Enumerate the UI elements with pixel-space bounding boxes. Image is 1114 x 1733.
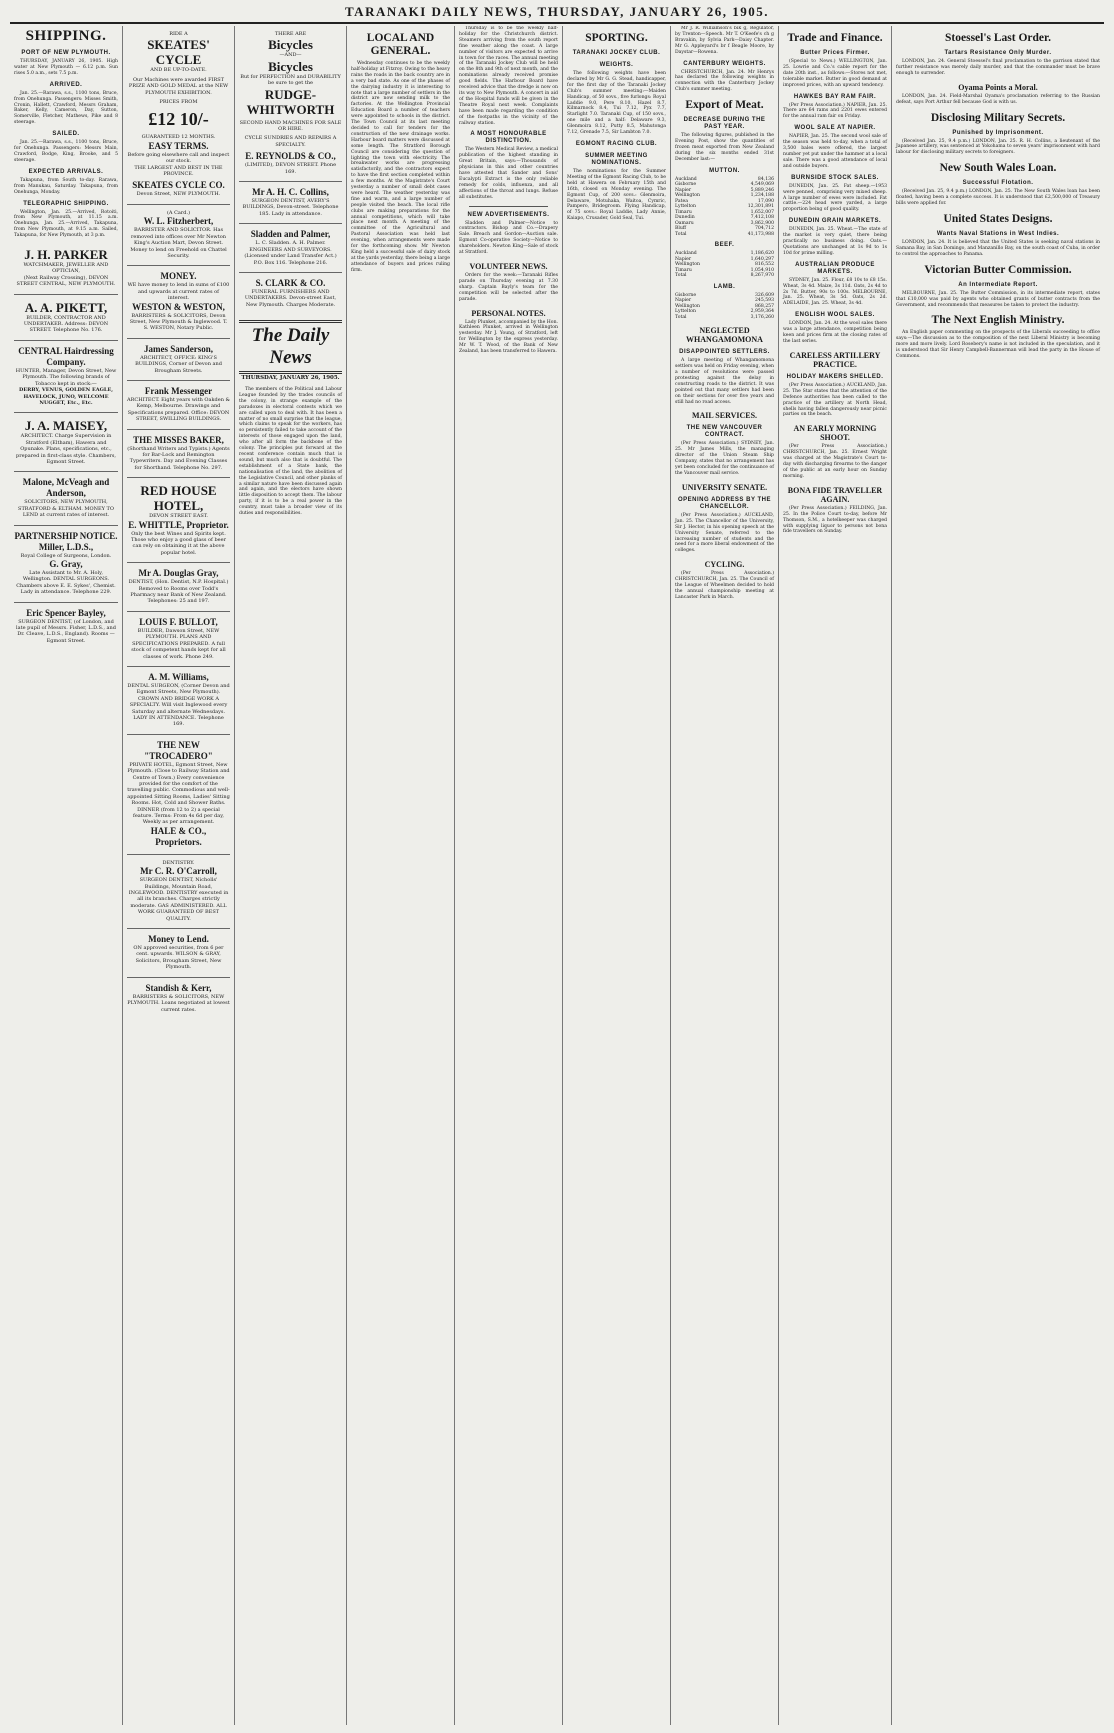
central-ad (14, 341, 118, 413)
standish-ad (127, 978, 230, 1019)
editorial-text: The members of the Political and Labour League founded by the trades councils of the colony, in strange example of the paradoxes in electoral contests which we are called upon to deal with. It has been a matter of no small surprise that the league, which claims to speak for the workers, has so persistently failed to take account of the interests of those engaged upon the land, who after all form the backbone of the colony. The principles put forward at the recent conference contain much that is sound, but much also that is doubtful. The establishment of a State bank, the nationalisation of the land, the abolition of the Legislative Council, and other planks of a similar nature have been discussed again and again, and the electors have shown little disposition to accept them. The labour party, if it is to be a real power in the country, must take a broader view of its duties and responsibilities. (239, 387, 342, 517)
volunteer-title: VOLUNTEER NEWS. (469, 262, 548, 271)
value-cell: 17,090 (757, 198, 774, 204)
hotel-name: RED HOUSE HOTEL, (140, 483, 217, 514)
value-cell: 704,712 (755, 226, 774, 232)
military-text: (Received Jan. 25, 9.4 p.m.) LONDON, Jan. 25. R. H. Collins, a lieutenant of the Japanese artillery, was sentenced at Yokohama to seven years' imprisonment with hard labour for disclosing military secrets to foreigners. (896, 138, 1100, 156)
careless-text: (Per Press Association.) AUCKLAND, Jan. 25. The Star states that the attention of the Defence authorities has been called to the practice of the artillery at North Head, shells having fallen dangerously near picnic parties on the beach. (783, 382, 887, 418)
williams-ad (127, 667, 230, 735)
collins-text: SURGEON DENTIST, AVERY'S BUILDINGS, Devon-street. Telephone 185. Lady in attendance. (242, 198, 339, 217)
sanderson-name: James Sanderson, (143, 343, 213, 354)
before-text: Before going elsewhere call and inspect our stock. (127, 151, 230, 165)
butter-title: Butter Prices Firmer. (800, 50, 870, 56)
value-cell: 3,862,900 (750, 220, 774, 226)
douglas-gray-ad (127, 563, 230, 612)
partnership-title: PARTNERSHIP NOTICE. (14, 530, 118, 541)
column-trade (778, 26, 891, 1725)
egmont-sub: SUMMER MEETING NOMINATIONS. (585, 152, 648, 166)
sanderson-ad (127, 339, 230, 381)
pikett-ad (14, 295, 118, 341)
trade-title: Trade and Finance. (787, 32, 883, 44)
value-cell: 3,176,260 (750, 314, 774, 320)
mail-title: MAIL SERVICES. (691, 411, 758, 421)
bayley-ad (14, 603, 118, 651)
trocadero-ad (127, 735, 230, 855)
skeates-text: Our Machines were awarded FIRST PRIZE AND GOLD MEDAL at the NEW PLYMOUTH EXHIBITION. (128, 76, 229, 96)
value-cell: 5,889,246 (750, 187, 774, 193)
easy-terms: EASY TERMS. (148, 140, 209, 151)
beef-table (675, 251, 774, 279)
bicycles-2: Bicycles (268, 58, 313, 74)
column-ads-a (122, 26, 234, 1725)
honourable-text: The Western Medical Review, a medical publication of the highest standing in Great Britain, says:—Thousands of physicians in this and other countries have attested that Sander and Sons' Eucalypti Extract is the only reliable remedy for colds, influenza, and all affections of the throat and lungs. Refuse all substitutes. (459, 147, 558, 200)
port-cell: Lyttelton (675, 204, 697, 210)
oyama-title: Oyama Points a Moral. (958, 82, 1038, 92)
value-cell: 1,652,007 (750, 209, 774, 215)
expected-text: Takapuna, from South to-day. Rarawa, from Manukau, Saturday. Takapuna, from Onehunga, Monday. (14, 177, 118, 195)
and-label: —AND— (279, 52, 302, 59)
nsw-text: (Received Jan. 25, 9.4 p.m.) LONDON, Jan. 25. The New South Wales loan has been floated, having been a complete success. It is understood that £2,500,000 of Treasury bills were applied for. (896, 189, 1100, 207)
trocadero-name: THE NEW "TROCADERO" (144, 739, 213, 761)
misses-name: THE MISSES BAKER, (133, 434, 224, 445)
honourable-title: A MOST HONOURABLE DISTINCTION. (470, 131, 547, 145)
whanga-text: A large meeting of Whangamomona settlers was held on Friday evening, when a number of resolutions were passed protesting against the delay in constructing roads to the district. It was pointed out that many settlers had been on their sections for over five years and still had no road access. (675, 358, 774, 405)
value-cell: 816,552 (755, 262, 774, 268)
wool-title: WOOL SALE AT NAPIER. (794, 125, 876, 132)
mail-text: (Per Press Association.) SYDNEY, Jan. 25. Mr James Mills, the managing director of the Union Steam Ship Company, states that no arrangement has yet been concluded for the continuance of the Vancouver mail service. (675, 441, 774, 476)
expected-title: EXPECTED ARRIVALS. (28, 168, 104, 175)
second-hand: SECOND HAND MACHINES FOR SALE OR HIRE. (239, 119, 342, 133)
largest: THE LARGEST AND BEST IN THE PROVINCE. (134, 164, 223, 178)
vic-sub: An Intermediate Report. (958, 281, 1038, 288)
fitzherbert-ad (127, 205, 230, 266)
ocarroll-name: Mr C. R. O'Carroll, (140, 866, 217, 877)
wool-text: NAPIER, Jan. 25. The second wool sale of the season was held to-day, when a total of 3,500 bales were offered, the largest number yet put under the hammer at a local sale. There was a good attendance of local and outside buyers. (783, 134, 887, 169)
table-row (675, 315, 774, 321)
port-cell: Timaru (675, 267, 692, 273)
port-cell: Dunedin (675, 215, 695, 221)
money-ad (127, 266, 230, 338)
bayley-name: Eric Spencer Bayley, (26, 607, 106, 618)
sanderson-text: ARCHITECT, OFFICE: KING'S BUILDINGS, Corner of Devon and Brougham Streets. (135, 354, 222, 374)
red-house-hotel-ad (127, 478, 230, 563)
pikett-trade: BUILDER, CONTRACTOR AND UNDERTAKER. Address: DEVON STREET. Telephone No. 176. (23, 314, 109, 334)
but-text: But for PERFECTION and DURABILITY be sure to get the (240, 73, 341, 87)
next-ministry-title: The Next English Ministry. (931, 314, 1065, 327)
weston-name: WESTON & WESTON, (132, 301, 225, 312)
parker-ad (14, 242, 118, 295)
rudge: RUDGE- (264, 86, 317, 102)
value-cell: 2,959,364 (750, 309, 774, 315)
senate-sub: OPENING ADDRESS BY THE CHANCELLOR. (677, 496, 771, 510)
grain-title: DUNEDIN GRAIN MARKETS. (788, 218, 882, 225)
misses-baker-ad (127, 430, 230, 479)
us-sub: Wants Naval Stations in West Indies. (936, 230, 1060, 237)
export-title: Export of Meat. (685, 99, 764, 112)
value-cell: 84,136 (757, 176, 774, 182)
mutton-title: MUTTON. (709, 167, 740, 174)
telegraphic-title: TELEGRAPHIC SHIPPING. (23, 200, 109, 207)
senate-text: (Per Press Association.) AUCKLAND, Jan. 25. The Chancellor of the University, Sir J. Hector, in his opening speech at the University Senate, referred to the increasing number of students and the need for a more liberal endowment of the colleges. (675, 512, 774, 554)
mutton-table (675, 177, 774, 238)
port-cell: Patea (675, 198, 688, 204)
grain-text: DUNEDIN, Jan. 25. Wheat.—The state of the market is very quiet, there being practically no business doing. Oats.—Quotations are unchanged at 1s 9d to 1s 10d for prime milling. (783, 227, 887, 256)
bicycles-ad (239, 26, 342, 182)
maisey-ad (14, 413, 118, 472)
stoessel-title: Stoessel's Last Order. (945, 32, 1051, 44)
clark-ad (239, 273, 342, 314)
williams-text: DENTAL SURGEON, (Corner Devon and Egmont Streets, New Plymouth). CROWN AND BRIDGE WORK A SPECIALTY. Will visit Inglewood every Saturday and alternate Wednesdays. LADY IN ATTENDANCE. Telephone 169. (127, 682, 230, 728)
vic-title: Victorian Butter Commission. (924, 263, 1072, 276)
fitzherbert-name: W. L. Fitzherbert, (143, 216, 214, 227)
there-are: THERE ARE (274, 31, 307, 37)
canterbury-title: CANTERBURY WEIGHTS. (683, 60, 766, 67)
sporting-title: SPORTING. (585, 32, 648, 44)
bona-title: BONA FIDE TRAVELLER AGAIN. (787, 485, 883, 504)
port-title: PORT OF NEW PLYMOUTH. (21, 50, 111, 56)
senate-title: UNIVERSITY SENATE. (681, 482, 768, 492)
douglas-gray-text: DENTIST, (Hon. Dentist, N.P. Hospital.) Removed to Rooms over Todd's Pharmacy near Bank of New Zealand. Telephones: 25 and 197. (128, 579, 229, 605)
weston-text: BARRISTERS & SOLICITORS, Devon Street, New Plymouth & Inglewood. T. S. WESTON, Notary Public. (129, 312, 228, 332)
aus-title: AUSTRALIAN PRODUCE MARKETS. (795, 261, 875, 275)
value-cell: 868,257 (755, 303, 774, 309)
hawkes-title: HAWKES BAY RAM FAIR. (793, 93, 877, 100)
port-cell: Lyttelton (675, 309, 697, 315)
malone-title: Malone, McVeagh and Anderson, (22, 477, 110, 499)
sheep-text: DUNEDIN, Jan. 25. Fat sheep.—1953 were penned, comprising very mixed sheep. A large number of ewes were included. Fat cattle.—224 head were yarded, a large proportion being of good quality. (783, 183, 887, 213)
ride-a: RIDE A (169, 31, 188, 37)
bullot-name: LOUIS F. BULLOT, (139, 616, 218, 627)
sailed-title: SAILED. (52, 131, 80, 138)
port-cell: Wellington (675, 262, 700, 268)
value-cell: 1,186,620 (750, 251, 774, 257)
daily-news-logo: The Daily News (239, 320, 342, 374)
military-sub: Punished by Imprisonment. (952, 129, 1044, 136)
column-news (454, 26, 562, 1725)
beef-title: BEEF. (714, 242, 735, 249)
parker-trade: WATCHMAKER, JEWELLER AND OPTICIAN, (23, 262, 109, 275)
guarantee: GUARANTEED 12 MONTHS. (141, 134, 216, 141)
canterbury-text: CHRISTCHURCH, Jan. 24. Mr Henrys has declared the following weights in connection with the Canterbury Jockey Club's summer meeting. (675, 69, 774, 93)
local-text: Wednesday continues to be the weekly half-holiday at Fitzroy. Owing to the heavy rains the roads in the back country are in a very bad state. As one of the phases of the dairying industry it is interesting to note that a large number of settlers in the district are now sending milk to the factories. At the Wellington Provincial Education Board a number of teachers were appointed to schools in the district. The Town Council at its last meeting decided to call for tenders for the construction of the new drainage works. Harbour board matters were discussed at some length. The Stratford Borough Council are considering the question of lighting the town with electricity. The breakwater works are progressing satisfactorily, and the contractors expect to have the first section completed within a few months. At the Magistrate's Court yesterday a number of small debt cases were heard. The weather yesterday was fine and warm, and a large number of people visited the beach. The local rifle clubs are making preparations for the annual competitions, which will take place next month. A meeting of the committee of the Agricultural and Pastoral Association was held last evening, when arrangements were made for the forthcoming show. Mr Newton King held a successful sale of dairy stock at the yards yesterday, there being a large attendance of buyers and prices ruling firm. (351, 61, 450, 273)
clark-text: FUNERAL FURNISHERS AND UNDERTAKERS. Devon-street East, New Plymouth. Charges Moderate. (244, 288, 337, 308)
bicycles-1: Bicycles (268, 37, 313, 53)
morning-title: AN EARLY MORNING SHOOT. (793, 424, 877, 443)
bayley-text: SURGEON DENTIST, (of London, and late pupil of Messrs. Fisher, L.D.S., and Dr. Cleave, L.D.S., England). Rooms — Egmont Street. (16, 618, 116, 644)
shipping-heading: SHIPPING. (25, 28, 107, 44)
morning-text: (Per Press Association.) CHRISTCHURCH, Jan. 25. Ernest Wright was charged at the Magistrate's Court to-day with discharging firearms to the danger of the public at an early hour on Sunday morning. (783, 444, 887, 479)
port-cell: Napier (675, 187, 692, 193)
egmont-title: EGMONT RACING CLUB. (575, 140, 658, 147)
news-text-top: Thursday is to be the weekly half-holiday for the Christchurch district. Steamers arriving from the south report fine weather along the coast. A large number of visitors are expected to arrive in town for the races. The annual meeting of the Taranaki Jockey Club will be held on the 8th and 9th of next month, and the nominations already received promise good fields. The Harbour Board have received advice that the dredge is now on its way to New Plymouth. A concert in aid of the Hospital funds will be given in the Theatre Royal next week. Complaints have been made regarding the condition of the footpaths in the vicinity of the railway station. (459, 26, 558, 126)
dentistry-label: DENTISTRY. (162, 859, 195, 866)
column-local (346, 26, 454, 1725)
whanga-title: NEGLECTED WHANGAMOMONA (686, 326, 763, 345)
value-cell: 1,054,910 (750, 267, 774, 273)
malone-trade: SOLICITORS, NEW PLYMOUTH, STRATFORD & ELTHAM. MONEY TO LEND at current rates of interest. (18, 499, 114, 519)
column-sporting (562, 26, 670, 1725)
port-cell: Timaru (675, 209, 692, 215)
sheep-title: BURNSIDE STOCK SALES. (791, 174, 879, 181)
reynolds-name: E. REYNOLDS & CO., (245, 151, 336, 162)
prices-from: PRICES FROM (159, 99, 198, 106)
clark-name: S. CLARK & CO. (255, 277, 326, 288)
collins-ad (239, 182, 342, 224)
table-row (675, 273, 774, 279)
port-cell: Total (675, 314, 687, 320)
skeates-sub: AND BE UP-TO-DATE. (150, 67, 207, 74)
arrived-text: Jan. 25.—Rarawa, s.s., 1100 tons, Bruce, from Onehunga. Passengers: Misses Smith, Cronin, Hallett, Crawford, Messrs Graham, Baker, Kelly, Cameron, Day, Sutton, Somerville, Fletcher, Mathews, Pike and 8 steerage. (14, 90, 118, 126)
whanga-sub: DISAPPOINTED SETTLERS. (679, 349, 770, 356)
messenger-ad (127, 381, 230, 430)
port-cell: Auckland (675, 251, 697, 257)
arrived-title: ARRIVED. (49, 81, 83, 88)
sladden-ad (239, 224, 342, 273)
bullot-ad (127, 612, 230, 667)
value-cell: 326,609 (755, 292, 774, 298)
douglas-gray-name: Mr A. Douglas Gray, (138, 568, 219, 579)
malone-ad (14, 472, 118, 525)
hawkes-text: (Per Press Association.) NAPIER, Jan. 25. There are 64 rams and 2201 ewes entered for the annual ram fair on Friday. (783, 102, 887, 120)
sladden-name: Sladden and Palmer, (250, 229, 331, 240)
column-cables (891, 26, 1104, 1725)
military-title: Disclosing Military Secrets. (930, 111, 1066, 124)
standish-name: Standish & Kerr, (145, 982, 212, 993)
parker-name: J. H. PARKER (24, 247, 108, 263)
money-loan-text: ON approved securities, from 6 per cent. upwards. WILSON & GRAY, Solicitors, Brougham Street, New Plymouth. (133, 945, 224, 971)
us-text: LONDON, Jan. 24. It is believed that the United States is seeking naval stations in Samana Bay, in San Domingo, and Manzanillo Bay, on the south coast of Cuba, in order to control the approaches to Panama. (896, 239, 1100, 257)
tobacco-list: DERBY, VENUS, GOLDEN EAGLE, HAVELOCK, JUNO, WELCOME NUGGET, Etc., Etc. (18, 387, 113, 406)
gray-name: G. Gray, (49, 558, 83, 569)
nsw-sub: Successful Flotation. (962, 180, 1034, 187)
port-cell: Gisborne (675, 182, 697, 188)
messenger-text: ARCHITECT. Eight years with Oakden & Kemp, Melbourne. Drawings and Specifications prepared. Office: DEVON STREET, SWILLING BUILDINGS. (127, 396, 230, 423)
skeates-address: Devon Street, NEW PLYMOUTH. (136, 191, 221, 198)
weights-text: The following weights have been declared by Mr G. G. Stead, handicapper, for the first day of the Taranaki Jockey Club's summer meeting:—Maiden Handicap, of 50 sovs., five furlongs: Royal Laddie 9.0, Pere 8.10, Hazel 8.7, Kilmarnock 8.4, Tui 7.12, Pyx 7.7, Starlight 7.0. Taranaki Cup, of 150 sovs., one mile and a half: Delaware 9.3, Glenmoira 8.12, Putty 8.5, Mahutonga 7.12, Grenade 7.5, Sir Lambton 7.0. (567, 71, 666, 136)
volunteer-text: Orders for the week:—Taranaki Rifles parade on Thursday evening at 7.30 sharp. Captain Bayly's team for the competition will be selected after the parade. (459, 273, 558, 302)
price: £12 10/- (148, 109, 209, 130)
fitzherbert-text: BARRISTER AND SOLICITOR. Has removed into offices over Mr Newton King's Auction Mart, Devon Street. Money to lend on Freehold on Chattel Security. (130, 227, 227, 259)
stoessel-text: LONDON, Jan. 24. General Stoessel's final proclamation to the garrison stated that further resistance was merely daily murder, and that the commander must be brave enough to surrender. (896, 59, 1100, 76)
central-text: HUNTER, Manager, Devon Street, New Plymouth. The following brands of Tobacco kept in stock:— (15, 367, 117, 387)
skeates-co: SKEATES CYCLE CO. (132, 180, 225, 191)
skeates-ad (127, 26, 230, 205)
port-cell: Oamaru (675, 220, 694, 226)
partnership-ad (14, 526, 118, 603)
english-wool-text: LONDON, Jan. 24. At the wool sales there was a large attendance, competition being keen and prices firm at the closing rates of the last series. (783, 321, 887, 344)
egmont-text: The nominations for the Summer Meeting of the Egmont Racing Club, to be held at Hawera on February 15th and 16th, closed on Monday evening. The Egmont Cup, of 200 sovs.: Glenmoira, Delaware, Motuhaka, Waitoa, Cymric, Pampero, Bridegroom. Flying Handicap, of 75 sovs.: Royal Laddie, Lady Annie, Kaiapo, Crusader, Gold Seal, Tui. (567, 168, 666, 222)
miller-name: Miller, L.D.S., (38, 541, 94, 552)
table-row (675, 232, 774, 238)
personal-title: PERSONAL NOTES. (471, 308, 546, 318)
collins-name: Mr A. H. C. Collins, (252, 187, 329, 198)
col7-text-top: Mr J. R. Williamson's bik g, Regulator, by Trenton—Speech. Mr T. O'Keefe's ch g Bravakin, by Sylvia Park—Daisy Chapter. Mr G. Appleyard's br f Beagle Moore, by Daystar—Rowena. (675, 26, 774, 55)
cycling-title: CYCLING. (704, 560, 745, 570)
value-cell: 12,301,891 (747, 204, 774, 210)
skeates-title: SKEATES' CYCLE (147, 37, 210, 68)
new-ads-text: Sladden and Palmer—Notice to contractors. Bishop and Co.—Drapery Sale. Breach and Gordon—Auction sale. Egmont Co-operative Society—Notice to shareholders. Newton King—Sale of stock at Stratford. (459, 220, 558, 256)
messenger-name: Frank Messenger (144, 385, 213, 396)
telegraphic-text: Wellington, Jan. 25.—Arrived, Rotoiti, from New Plymouth, at 11.15 a.m. Onehunga, Jan. 25.—Arrived, Takapuna, from New Plymouth, at 9.15 a.m. Sailed, Takapuna, for New Plymouth, at 3 p.m. (14, 209, 118, 239)
value-cell: 4,549,069 (750, 182, 774, 188)
money-text: WE have money to lend in sums of £100 and upwards at current rates of interest. (127, 282, 230, 302)
reynolds-text: (LIMITED), DEVON STREET. Phone 169. (244, 162, 337, 175)
value-cell: 7,412,108 (750, 215, 774, 221)
value-cell: 41,173,988 (747, 231, 774, 237)
column-shipping (10, 26, 122, 1725)
lamb-title: LAMB. (713, 283, 736, 290)
whitworth: WHITWORTH (246, 101, 335, 117)
port-cell: Bluff (675, 226, 687, 232)
next-ministry-text: An English paper commenting on the prospects of the Liberals succeeding to office says:—The discussion as to the composition of the next Liberal Ministry is becoming more and more lively. Lord Rosebery's name is not included in the speculation, and it is understood that Sir Henry Campbell-Bannerman will lead the party in the House of Commons. (896, 330, 1100, 360)
column-export (670, 26, 778, 1725)
ocarroll-ad (127, 855, 230, 929)
local-title: LOCAL AND GENERAL. (366, 32, 435, 57)
bona-text: (Per Press Association.) FEILDING, Jan. 25. In the Police Court to-day, before Mr Thomson, S.M., a hotelkeeper was charged with supplying liquor to persons not bona fide travellers on Sunday. (783, 505, 887, 535)
new-ads-title: NEW ADVERTISEMENTS. (467, 211, 550, 218)
tide-text: THURSDAY, JANUARY 26, 1905. High water at New Plymouth — 6.12 p.m. Sun rises 5.0 a.m., sets 7.5 p.m. (14, 59, 118, 76)
money-title: MONEY. (160, 271, 197, 282)
masthead-rule (10, 22, 1104, 24)
english-wool-title: ENGLISH WOOL SALES. (795, 312, 875, 319)
hale-name: HALE & CO., Proprietors. (150, 825, 207, 847)
us-title: United States Designs. (943, 212, 1053, 225)
mail-sub: THE NEW VANCOUVER CONTRACT. (686, 425, 763, 439)
hotel-address: DEVON STREET EAST. (149, 513, 208, 520)
careless-sub: HOLIDAY MAKERS SHELLED. (786, 373, 884, 380)
port-cell: Total (675, 273, 687, 279)
value-cell: 8,267,970 (750, 273, 774, 279)
butter-text: (Special to News.) WELLINGTON, Jan. 25. Lowrie and Co.'s cable report for the date 20th inst., as follows:—Stores not met, tolerable market. Butter in good demand at improved prices, with an upward tendency. (783, 59, 887, 88)
lamb-table (675, 293, 774, 321)
nsw-title: New South Wales Loan. (939, 162, 1057, 175)
careless-title: CARELESS ARTILLERY PRACTICE. (789, 350, 881, 369)
bullot-text: BUILDER, Dawson Street, NEW PLYMOUTH. PLANS AND SPECIFICATIONS PREPARED. A full stock of competent hands kept for all classes of work. Phone 249. (131, 627, 226, 660)
gray-text: Late Assistant to Mr. A. Holy, Wellington. DENTAL SURGEONS. Chambers above E. E. Sykes', Chemist. Lady in attendance. Telephone 229. (16, 569, 116, 596)
value-cell: 1,234,188 (750, 193, 774, 199)
money-to-lend-ad (127, 929, 230, 978)
sladden-text: L. C. Sladden. A. H. Palmer. ENGINEERS AND SURVEYORS. (Licensed under Land Transfer Act.) P.O. Box 116. Telephone 216. (244, 240, 337, 266)
maisey-name: J. A. MAISEY, (24, 418, 108, 434)
hotel-proprietor: E. WHITTLE, Proprietor. (128, 519, 229, 530)
sailed-text: Jan. 25.—Rarawa, s.s., 1100 tons, Bruce, for Onehunga. Passengers: Messrs Main, Crawford, Bodge, King, Brooke, and 5 steerage. (14, 140, 118, 163)
misses-text: (Shorthand Writers and Typists.) Agents for Bar-Lock and Remington Typewriters. Day and Evening Classes for Shorthand. Telephone No. 297. (127, 445, 230, 471)
aus-text: SYDNEY, Jan. 25. Flour, £8 10s to £8 15s. Wheat, 3s 4d. Maize, 3s 11d. Oats, 2s 4d to 2s 7d. Butter, 90s to 100s. MELBOURNE, Jan. 25. Wheat, 3s 5d. Oats, 2s 2d. ADELAIDE, Jan. 25. Wheat, 3s 4d. (783, 277, 887, 307)
port-cell: Wellington (675, 303, 700, 309)
port-cell: Napier (675, 256, 692, 262)
vic-text: MELBOURNE, Jan. 25. The Butter Commission, in its intermediate report, states that £10,000 was paid by agents who obtained grants of butter contracts from the Government, and recommends that measures be taken to protect the industry. (896, 290, 1100, 308)
port-cell: Napier (675, 298, 692, 304)
port-cell: Total (675, 231, 687, 237)
standish-text: BARRISTERS & SOLICITORS, NEW PLYMOUTH. Loans negotiated at lowest current rates. (127, 993, 230, 1013)
maisey-trade: ARCHITECT. Charge Supervision in Stratford (Eltham), Hawera and Opunake. Plans, specifications, etc., prepared in first-class style. Chambers, Egmont Street. (16, 433, 116, 465)
weights-title: WEIGHTS. (599, 62, 634, 68)
stoessel-sub: Tartars Resistance Only Murder. (944, 50, 1052, 56)
oyama-text: LONDON, Jan. 24. Field-Marshal Oyama's proclamation referring to the Russian defeat, says Port Arthur fell because God is with us. (896, 93, 1100, 105)
ocarroll-text: SURGEON DENTIST, Nicholls' Buildings, Mountain Road, INGLEWOOD. DENTISTRY executed in all its branches. Charges strictly moderate. GAS ADMINISTERED. ALL WORK GUARANTEED OF BEST QUALITY. (128, 877, 229, 922)
export-text: The following figures, published in the Evening Post, show the quantities of frozen meat exported from New Zealand during the six months ended 31st December last:— (675, 133, 774, 162)
port-cell: Gisborne (675, 292, 697, 298)
trocadero-text: PRIVATE HOTEL, Egmont Street, New Plymouth. (Close to Railway Station and Centre of Town.) Every convenience provided for the comfort of the travelling public. Commodious and well-appointed Sitting Rooms, Ladies' Sitting Rooms. Hot, Cold and Shower Baths. DINNER (from 12 to 2) a special feature. Terms: From 4s 6d per day, Weekly as per arrangement. (127, 761, 230, 826)
value-cell: 1,640,297 (750, 256, 774, 262)
money-loan-title: Money to Lend. (148, 934, 209, 945)
masthead: TARANAKI DAILY NEWS, THURSDAY, JANUARY 26, 1905. (344, 4, 770, 19)
card-label: (A Card.) (166, 209, 191, 216)
club-title: TARANAKI JOCKEY CLUB. (572, 50, 661, 56)
hotel-text: Only the best Wines and Spirits kept. Those who enjoy a good glass of beer can rely on obtaining it at the above popular hotel. (131, 530, 226, 556)
issue-date: THURSDAY, JANUARY 26, 1905. (241, 375, 340, 382)
export-sub: DECREASE DURING THE PAST YEAR. (683, 117, 766, 131)
central-title: CENTRAL Hairdressing Company. (18, 345, 114, 367)
williams-name: A. M. Williams, (148, 671, 209, 682)
cycling-text: (Per Press Association.) CHRISTCHURCH, Jan. 25. The Council of the League of Wheelmen decided to hold the annual championship meeting at Lancaster Park in March. (675, 571, 774, 600)
personal-text: Lady Plunket, accompanied by the Hon. Kathleen Plunket, arrived in Wellington yesterday. Mr J. Young, of Stratford, left for Wellington by the express yesterday. Mr W. T. Wood, of the Bank of New Zealand, has been transferred to Hawera. (459, 319, 558, 355)
column-ads-b (234, 26, 346, 1725)
port-cell: Auckland (675, 176, 697, 182)
port-cell: Wellington (675, 193, 700, 199)
value-cell: 245,593 (755, 298, 774, 304)
parker-address: (Next Railway Crossing), DEVON STREET CENTRAL, NEW PLYMOUTH. (16, 274, 116, 288)
sundries: CYCLE SUNDRIES AND REPAIRS A SPECIALTY. (244, 135, 337, 148)
miller-text: Royal College of Surgeons, London. (20, 552, 112, 559)
pikett-name: A. A. PIKETT, (24, 299, 108, 315)
